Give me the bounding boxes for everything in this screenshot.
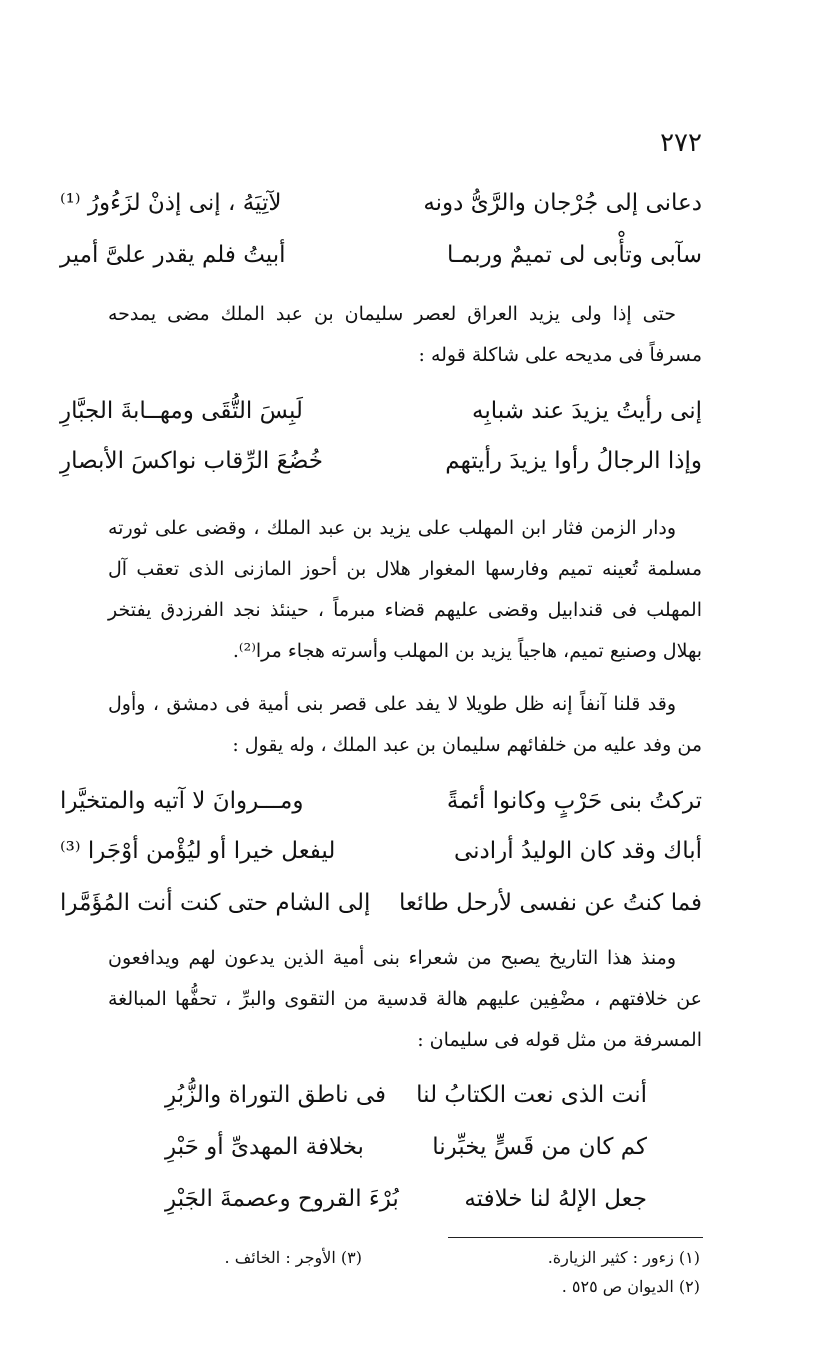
prose-paragraph (108, 684, 702, 766)
verse-first-hemistich: أباك وقد كان الوليدُ أرادنى (453, 838, 702, 864)
verse-first-hemistich: دعانى إلى جُرْجان والرَّىُّ دونه (423, 190, 702, 216)
verse-second-hemistich: بُرْءَ القروح وعصمةَ الجَبْرِ (165, 1186, 399, 1212)
verse-second-hemistich: إلى الشام حتى كنت أنت المُؤَمَّرا (60, 890, 371, 916)
verse-second-hemistich: فى ناطق التوراة والزُّبُرِ (165, 1082, 387, 1108)
verse-first-hemistich: سآبى وتأْبى لى تميمٌ وربمـا (447, 242, 702, 268)
prose-paragraph (108, 508, 702, 672)
verse-first-hemistich: فما كنتُ عن نفسى لأرحل طائعا (399, 890, 702, 916)
verse-first-hemistich: أنت الذى نعت الكتابُ لنا (416, 1082, 647, 1108)
paragraph-text: وقد قلنا آنفاً إنه ظل طويلا لا يفد على قصر بنى أمية فى دمشق ، وأول من وفد عليه من خلفائهم سليمان بن عبد الملك ، وله يقول : (108, 693, 702, 756)
verse-line (60, 788, 702, 832)
paragraph-text: ودار الزمن فثار ابن المهلب على يزيد بن عبد الملك ، وقضى على ثورته مسلمة تُعينه تميم وفارسها المغوار هلال بن أحوز المازنى الذى تعقب آل المهلب فى قندابيل وقضى عليهم قضاء مبرماً ، حينئذ نجد الفرزدق يفتخر بهلال وصنيع تميم، هاجياً يزيد بن المهلب وأسرته هجاء مرا⁽²⁾. (108, 517, 702, 662)
verse-first-hemistich: وإذا الرجالُ رأوا يزيدَ رأيتهم (445, 448, 702, 474)
verse-line (60, 242, 702, 286)
verse-line (60, 838, 702, 882)
footnote-1: (١) زءور : كثير الزيارة. (547, 1248, 700, 1267)
verse-line (60, 448, 702, 492)
prose-paragraph (108, 294, 702, 376)
verse-line (165, 1186, 647, 1230)
paragraph-text: حتى إذا ولى يزيد العراق لعصر سليمان بن عبد الملك مضى يمدحه مسرفاً فى مديحه على شاكلة قوله : (108, 303, 702, 366)
verse-first-hemistich: إنى رأيتُ يزيدَ عند شبابِه (472, 398, 702, 424)
footnote-2: (٢) الديوان ص ٥٢٥ . (561, 1277, 700, 1296)
footnote-rule (448, 1237, 703, 1238)
verse-second-hemistich: خُضُعَ الرِّقاب نواكسَ الأبصارِ (60, 448, 323, 474)
paragraph-text: ومنذ هذا التاريخ يصبح من شعراء بنى أمية الذين يدعون لهم ويدافعون عن خلافتهم ، مضْفِين عليهم هالة قدسية من التقوى والبرِّ ، تحفُّها المبالغة المسرفة من مثل قوله فى سليمان : (108, 947, 702, 1051)
verse-second-hemistich: لآتِيَهُ ، إنى إذنْ لزَءُورُ ⁽¹⁾ (60, 190, 282, 216)
prose-paragraph (108, 938, 702, 1061)
page-number: ٢٧٢ (660, 128, 702, 158)
verse-second-hemistich: بخلافة المهدىِّ أو حَبْرِ (165, 1134, 364, 1160)
verse-second-hemistich: لَبِسَ التُّقَى ومهــابةَ الجبَّارِ (60, 398, 303, 424)
verse-first-hemistich: كم كان من قَسٍّ يخبِّرنا (432, 1134, 647, 1160)
verse-first-hemistich: جعل الإلهُ لنا خلافته (464, 1186, 647, 1212)
footnote-3: (٣) الأوجر : الخائف . (224, 1248, 362, 1267)
verse-second-hemistich: ومـــروانَ لا آتيه والمتخيَّرا (60, 788, 304, 814)
verse-line (60, 398, 702, 442)
verse-second-hemistich: ليفعل خيرا أو ليُؤْمن أوْجَرا ⁽³⁾ (60, 838, 336, 864)
verse-second-hemistich: أبيتُ فلم يقدر علىَّ أمير (60, 242, 286, 268)
verse-line (165, 1134, 647, 1178)
verse-line (165, 1082, 647, 1126)
verse-line (60, 190, 702, 234)
verse-line (60, 890, 702, 934)
verse-first-hemistich: تركتُ بنى حَرْبٍ وكانوا أئمةً (446, 788, 702, 814)
